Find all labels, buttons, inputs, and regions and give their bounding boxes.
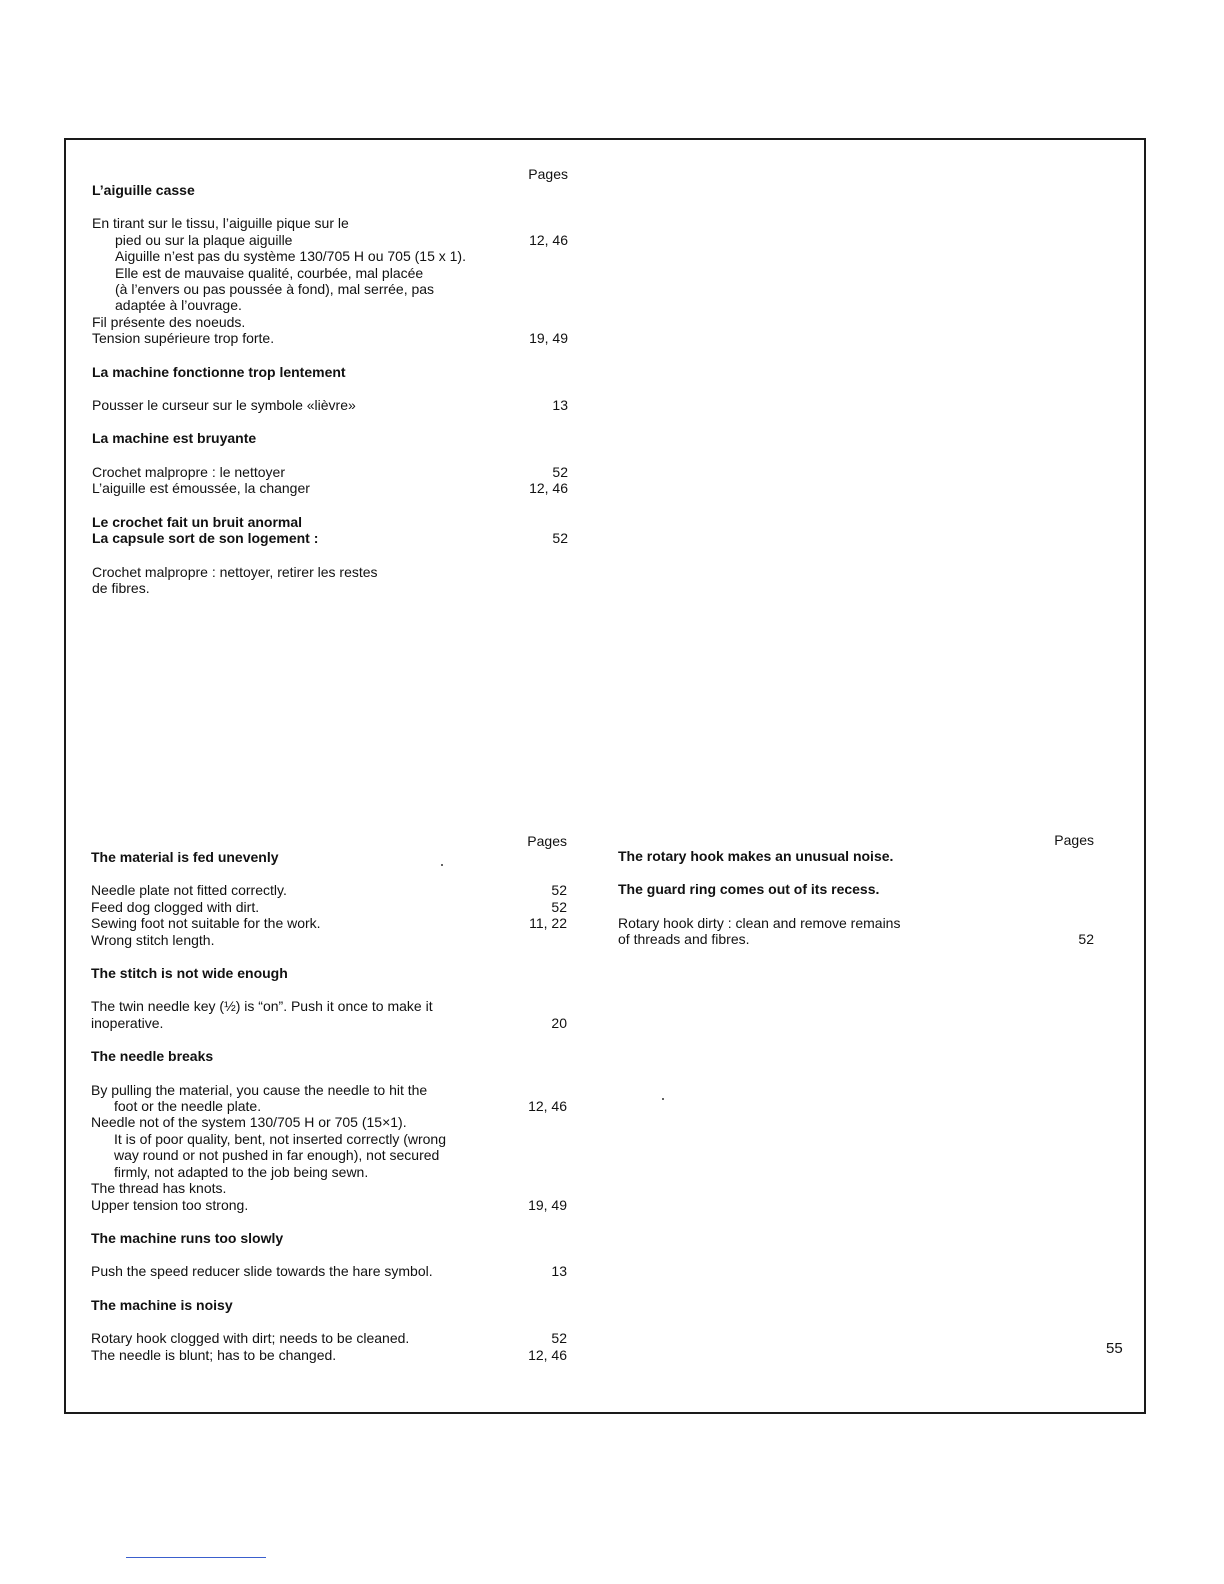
page-ref: 52 xyxy=(552,530,568,547)
section-en-guard-ring xyxy=(618,881,1098,947)
text-row: Needle not of the system 130/705 H or 705 (15×1). xyxy=(91,1114,407,1131)
section-title: The rotary hook makes an unusual noise. xyxy=(618,848,894,864)
page-ref: 19, 49 xyxy=(529,330,568,347)
page-ref: 52 xyxy=(551,882,567,899)
text-row: The thread has knots. xyxy=(91,1180,227,1197)
text-row: Needle plate not fitted correctly. 52 xyxy=(91,882,567,899)
page-ref: 12, 46 xyxy=(528,1346,567,1363)
section-title: The stitch is not wide enough xyxy=(91,965,288,982)
text-row: Tension supérieure trop forte. 19, 49 xyxy=(92,330,568,347)
text-row: Aiguille n’est pas du système 130/705 H ou 705 (15 x 1). xyxy=(115,248,466,265)
text-row: way round or not pushed in far enough), not secured xyxy=(114,1147,440,1164)
text-row: (à l’envers ou pas poussée à fond), mal serrée, pas xyxy=(115,281,435,298)
section-title: The machine runs too slowly xyxy=(91,1229,284,1246)
text-row: L’aiguille est émoussée, la changer 12, 46 xyxy=(92,480,568,497)
page-ref: 12, 46 xyxy=(529,231,568,248)
page-ref: 12, 46 xyxy=(529,480,568,497)
text-row: Rotary hook dirty : clean and remove remains xyxy=(618,914,901,931)
scan-speck xyxy=(662,1098,664,1100)
section-fr-runs-slowly xyxy=(92,364,572,414)
pages-header: Pages xyxy=(1054,832,1094,848)
text-row: pied ou sur la plaque aiguille 12, 46 xyxy=(115,231,568,248)
section-en-hook-noise xyxy=(618,848,1098,864)
page-ref: 13 xyxy=(551,1263,567,1280)
text-row: de fibres. xyxy=(92,579,150,596)
section-title: Le crochet fait un bruit anormal xyxy=(92,513,303,530)
section-title: The machine is noisy xyxy=(91,1296,233,1313)
page-ref: 19, 49 xyxy=(528,1196,567,1213)
section-title: The material is fed unevenly xyxy=(91,849,279,865)
french-column xyxy=(92,166,572,596)
text-row: inoperative. 20 xyxy=(91,1014,567,1031)
page-ref: 52 xyxy=(552,463,568,480)
section-title: The needle breaks xyxy=(91,1048,214,1065)
english-left-column xyxy=(91,833,571,1363)
text-row: Sewing foot not suitable for the work. 11, 22 xyxy=(91,915,567,932)
text-row: It is of poor quality, bent, not inserted correctly (wrong xyxy=(114,1130,447,1147)
text-row: Crochet malpropre : le nettoyer 52 xyxy=(92,463,568,480)
section-en-noisy xyxy=(91,1297,571,1363)
text-row: The needle is blunt; has to be changed. 12, 46 xyxy=(91,1346,567,1363)
english-right-column xyxy=(618,832,1098,948)
section-title: La machine est bruyante xyxy=(92,430,257,447)
text-row: Elle est de mauvaise qualité, courbée, mal placée xyxy=(115,264,424,281)
text-row: firmly, not adapted to the job being sewn. xyxy=(114,1163,369,1180)
scan-speck xyxy=(441,864,443,866)
pages-header: Pages xyxy=(528,166,568,182)
text-row: By pulling the material, you cause the needle to hit the xyxy=(91,1081,428,1098)
page-ref: 52 xyxy=(1078,931,1094,948)
pages-header: Pages xyxy=(527,833,567,849)
footer-link-line xyxy=(126,1557,266,1558)
text-row: Fil présente des noeuds. xyxy=(92,313,246,330)
text-row: Crochet malpropre : nettoyer, retirer les restes xyxy=(92,563,378,580)
page-ref: 11, 22 xyxy=(529,915,567,932)
text-row: of threads and fibres. 52 xyxy=(618,931,1094,948)
section-en-runs-slowly xyxy=(91,1230,571,1280)
text-row: adaptée à l’ouvrage. xyxy=(115,297,242,314)
page-ref: 13 xyxy=(552,397,568,414)
text-row: The twin needle key (½) is “on”. Push it once to make it xyxy=(91,998,433,1015)
text-row: En tirant sur le tissu, l’aiguille pique sur le xyxy=(92,215,349,232)
text-row: Rotary hook clogged with dirt; needs to be cleaned. 52 xyxy=(91,1330,567,1347)
section-en-stitch-width xyxy=(91,965,571,1031)
section-en-fed-unevenly xyxy=(91,849,571,948)
text-row: Pousser le curseur sur le symbole «lièvre» 13 xyxy=(92,397,568,414)
section-title: La machine fonctionne trop lentement xyxy=(92,363,346,380)
text-row: Push the speed reducer slide towards the hare symbol. 13 xyxy=(91,1263,567,1280)
page-ref: 52 xyxy=(551,1330,567,1347)
page-ref: 20 xyxy=(551,1014,567,1031)
text-row: foot or the needle plate. 12, 46 xyxy=(114,1098,567,1115)
text-row: Upper tension too strong. 19, 49 xyxy=(91,1196,567,1213)
section-subtitle: La capsule sort de son logement : 52 xyxy=(92,530,568,547)
text-row: Feed dog clogged with dirt. 52 xyxy=(91,898,567,915)
page-ref: 12, 46 xyxy=(528,1098,567,1115)
section-en-needle-breaks xyxy=(91,1048,571,1213)
page-number: 55 xyxy=(1106,1340,1123,1357)
text-row: Wrong stitch length. xyxy=(91,931,215,948)
section-fr-hook-noise xyxy=(92,514,572,597)
section-title: The guard ring comes out of its recess. xyxy=(618,881,880,898)
section-fr-noisy xyxy=(92,430,572,496)
section-title: L’aiguille casse xyxy=(92,182,195,198)
section-fr-needle-breaks xyxy=(92,182,572,347)
page-ref: 52 xyxy=(551,898,567,915)
